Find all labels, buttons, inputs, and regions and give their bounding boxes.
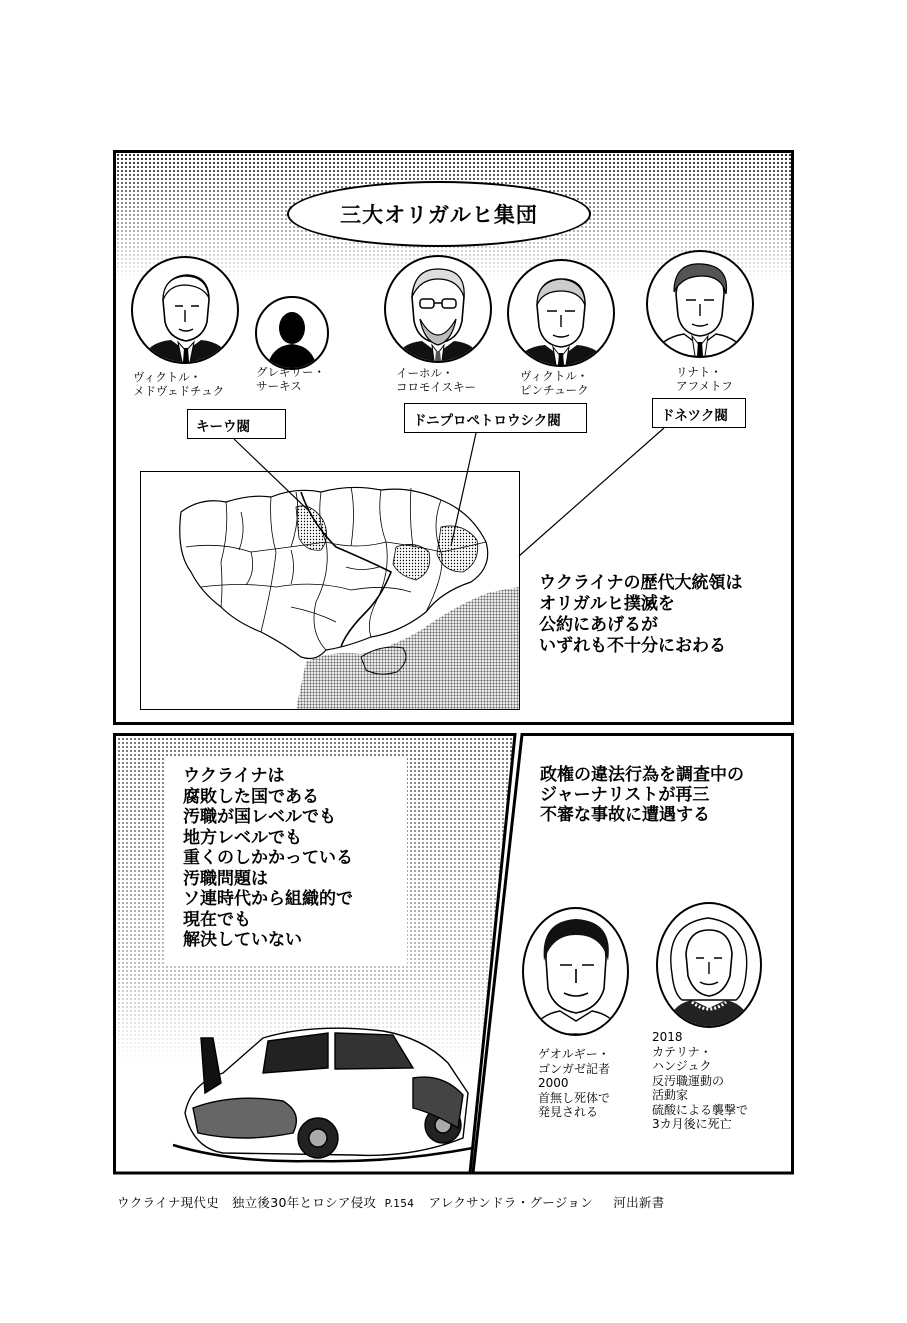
person-name: リナト・ アフメトフ [676,365,733,393]
clan-label-kyiv: キーウ閥 [187,409,286,439]
portrait-handziuk [656,902,762,1028]
activist-caption: 2018 カテリナ・ ハンジュク 反汚職運動の 活動家 硫酸による襲撃で 3カ月後に死亡 [652,1030,749,1131]
person-name: イーホル・ コロモイスキー [396,366,477,394]
person-name: ヴィクトル・ ピンチューク [520,369,589,397]
publisher-name: 河出新書 [613,1195,665,1210]
journalist-caption: ゲオルギー・ ゴンガゼ記者 2000 首無し死体で 発見される [538,1047,611,1119]
portrait-gongadze [522,907,629,1036]
corruption-text-box [165,757,407,964]
clan-label-donetsk: ドネツク閥 [652,398,746,428]
author-name: アレクサンドラ・グージョン [428,1195,594,1210]
journalist-text: 政権の違法行為を調査中の ジャーナリストが再三 不審な事故に遭遇する [540,765,744,825]
page-number: P.154 [384,1198,415,1210]
source-citation [117,1193,665,1211]
person-name: ヴィクトル・ メドヴェドチュク [133,370,225,398]
panel-title: 三大オリガルヒ集団 [287,181,591,247]
corruption-text: ウクライナは 腐敗した国である 汚職が国レベルでも 地方レベルでも 重くのしかかっている 汚職問題は ソ連時代から組織的で 現在でも 解決していない [183,766,353,950]
person-name: グレギリー・ サーキス [256,365,325,393]
president-statement: ウクライナの歴代大統領は オリガルヒ撲滅を 公約にあげるが いずれも不十分におわる [539,573,743,656]
book-title: ウクライナ現代史 独立後30年とロシア侵攻 [117,1195,377,1210]
clan-label-dnipro: ドニプロペトロウシク閥 [404,403,587,433]
oligarch-panel [113,150,794,725]
